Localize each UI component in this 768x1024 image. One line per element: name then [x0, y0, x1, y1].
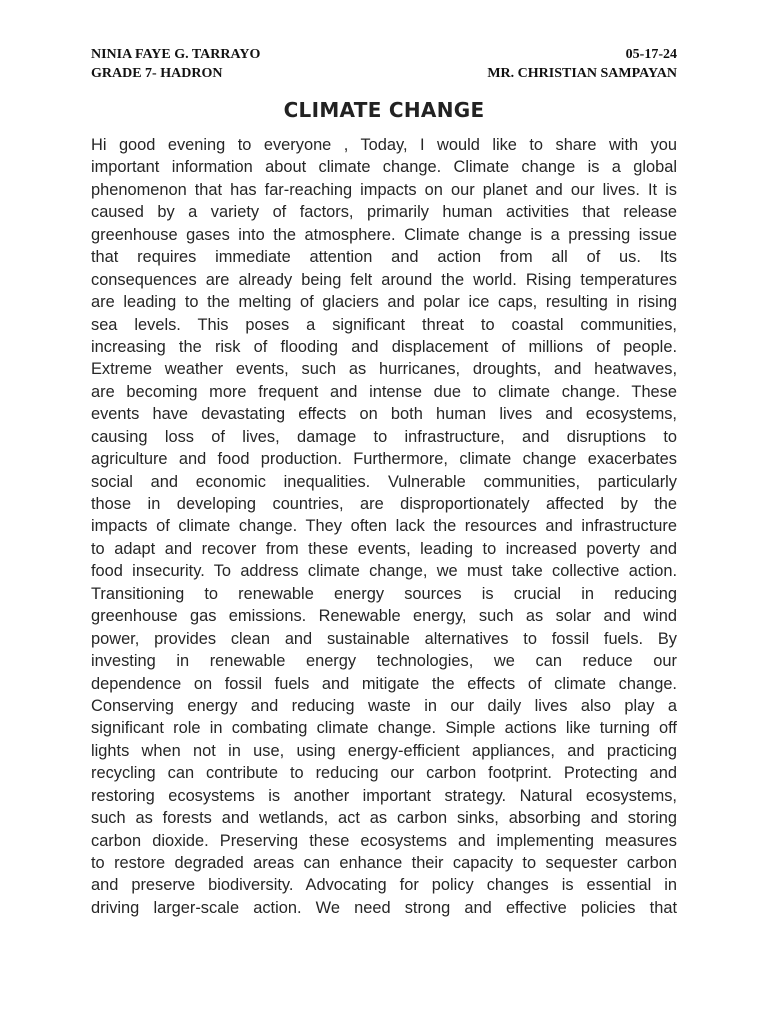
body-line: to restore degraded areas can enhance their capacity to sequester carbon — [91, 854, 677, 872]
body-line: greenhouse gas emissions. Renewable energy, such as solar and wind — [91, 607, 677, 626]
body-line: investing in renewable energy technologies, we can reduce our — [91, 652, 677, 671]
body-line: lights when not in use, using energy-efficient appliances, and practicing — [91, 741, 677, 760]
body-line: dependence on fossil fuels and mitigate the effects of climate change. — [91, 674, 677, 693]
body-line: carbon dioxide. Preserving these ecosystems and implementing measures — [91, 831, 677, 850]
body-line: recycling can contribute to reducing our carbon footprint. Protecting and — [91, 764, 677, 783]
header-row-2 — [91, 64, 677, 83]
body-line: and preserve biodiversity. Advocating for policy changes is essential in — [91, 876, 677, 895]
student-name: NINIA FAYE G. TARRAYO — [91, 47, 261, 62]
document-header — [91, 45, 677, 83]
body-line: are leading to the melting of glaciers and polar ice caps, resulting in rising — [91, 293, 677, 312]
body-line: events have devastating effects on both human lives and ecosystems, — [91, 405, 677, 424]
body-line: significant role in combating climate change. Simple actions like turning off — [91, 719, 677, 738]
body-line: those in developing countries, are disproportionately affected by the — [91, 495, 677, 513]
body-line: such as forests and wetlands, act as carbon sinks, absorbing and storing — [91, 809, 677, 828]
body-line: important information about climate change. Climate change is a global — [91, 158, 677, 177]
teacher-name: MR. CHRISTIAN SAMPAYAN — [487, 66, 677, 81]
body-line: Hi good evening to everyone , Today, I would like to share with you — [91, 136, 677, 154]
body-line: causing loss of lives, damage to infrastructure, and disruptions to — [91, 427, 677, 446]
body-line: greenhouse gases into the atmosphere. Climate change is a pressing issue — [91, 225, 677, 244]
body-line: sea levels. This poses a significant threat to coastal communities, — [91, 315, 677, 334]
body-line: to adapt and recover from these events, leading to increased poverty and — [91, 539, 677, 558]
body-line: Extreme weather events, such as hurricanes, droughts, and heatwaves, — [91, 360, 677, 379]
body-line: restoring ecosystems is another important strategy. Natural ecosystems, — [91, 786, 677, 805]
document-body — [91, 134, 677, 919]
body-line: consequences are already being felt around the world. Rising temperatures — [91, 270, 677, 289]
body-line: impacts of climate change. They often lack the resources and infrastructure — [91, 517, 677, 536]
document-title: CLIMATE CHANGE — [283, 98, 485, 122]
body-line: agriculture and food production. Furthermore, climate change exacerbates — [91, 450, 677, 469]
body-line: phenomenon that has far-reaching impacts on our planet and our lives. It is — [91, 180, 677, 199]
document-date: 05-17-24 — [625, 47, 677, 62]
grade-section: GRADE 7- HADRON — [91, 66, 223, 81]
body-line: that requires immediate attention and action from all of us. Its — [91, 248, 677, 267]
body-line: Conserving energy and reducing waste in our daily lives also play a — [91, 696, 677, 715]
body-line: increasing the risk of flooding and displacement of millions of people. — [91, 337, 677, 356]
body-line: are becoming more frequent and intense due to climate change. These — [91, 382, 677, 401]
header-row-1 — [91, 45, 677, 64]
body-line: social and economic inequalities. Vulnerable communities, particularly — [91, 472, 677, 491]
body-line: Transitioning to renewable energy sources is crucial in reducing — [91, 584, 677, 603]
body-line: power, provides clean and sustainable alternatives to fossil fuels. By — [91, 629, 677, 648]
body-line: driving larger-scale action. We need strong and effective policies that — [91, 898, 677, 917]
body-line: caused by a variety of factors, primarily human activities that release — [91, 203, 677, 222]
body-line: food insecurity. To address climate change, we must take collective action. — [91, 562, 677, 581]
